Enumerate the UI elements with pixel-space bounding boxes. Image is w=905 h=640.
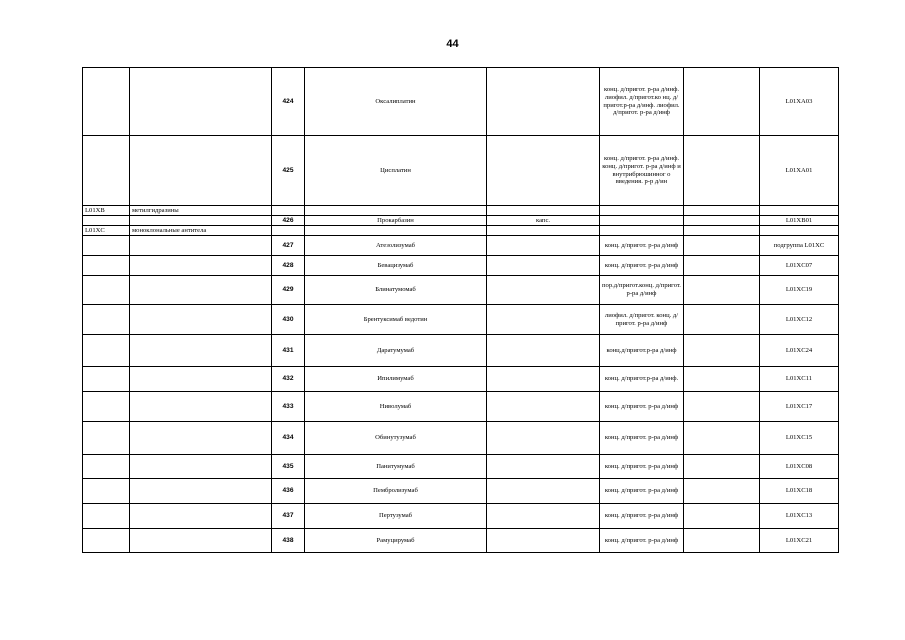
empty-cell (684, 504, 760, 529)
drug-name: Рамуцирумаб (305, 529, 487, 553)
drug-name: Ипилимумаб (305, 367, 487, 392)
empty-cell (684, 529, 760, 553)
drug-name: Брентуксимаб ведотин (305, 305, 487, 335)
row-number: 435 (272, 455, 305, 479)
atc-code: L01XA03 (760, 68, 839, 136)
table-row (83, 136, 839, 206)
atc-code: L01XC24 (760, 335, 839, 367)
drug-name: Атезолизумаб (305, 236, 487, 256)
drug-name: Прокарбазин (305, 216, 487, 226)
atc-code: L01XC17 (760, 392, 839, 422)
page-number: 44 (446, 38, 459, 50)
extra-form (487, 236, 600, 256)
dosage-form: пор.д/пригот.конц. д/пригот. р-ра д/инф (600, 276, 684, 305)
group-code-cell (83, 392, 130, 422)
group-code-cell (83, 479, 130, 504)
extra-form (487, 335, 600, 367)
drug-name: Оксалиплатин (305, 68, 487, 136)
group-desc-cell (130, 392, 272, 422)
group-desc-cell (130, 529, 272, 553)
group-code-cell (83, 68, 130, 136)
dosage-form: конц. д/пригот.р-ра д/инф. (600, 367, 684, 392)
table-row (83, 367, 839, 392)
drug-name: Пембролизумаб (305, 479, 487, 504)
row-number: 426 (272, 216, 305, 226)
row-number: 429 (272, 276, 305, 305)
empty-cell (684, 236, 760, 256)
table-row (83, 479, 839, 504)
row-number: 428 (272, 256, 305, 276)
empty-cell (684, 226, 760, 236)
empty-cell (684, 68, 760, 136)
empty-cell (684, 256, 760, 276)
dosage-form: конц. д/пригот. р-ра д/инф (600, 236, 684, 256)
empty-cell (684, 367, 760, 392)
extra-form: капс. (487, 216, 600, 226)
dosage-form: конц.д/пригот.р-ра д/инф (600, 335, 684, 367)
group-code-cell (83, 455, 130, 479)
atc-code: L01XC21 (760, 529, 839, 553)
group-code: L01XC (83, 226, 130, 236)
group-code-cell (83, 335, 130, 367)
row-number: 433 (272, 392, 305, 422)
group-desc-cell (130, 455, 272, 479)
drug-name: Блинатумомаб (305, 276, 487, 305)
group-desc-cell (130, 236, 272, 256)
dosage-form: конц. д/пригот. р-ра д/инф (600, 479, 684, 504)
group-desc-cell (130, 479, 272, 504)
empty-cell (760, 206, 839, 216)
table-row (83, 455, 839, 479)
extra-form (487, 305, 600, 335)
dosage-form: конц. д/пригот. р-ра д/инф (600, 256, 684, 276)
group-desc-cell (130, 256, 272, 276)
empty-cell (684, 305, 760, 335)
extra-form (487, 276, 600, 305)
atc-code: L01XC13 (760, 504, 839, 529)
dosage-form: конц. д/пригот. р-ра д/инф. конц. д/пригот. р-ра д/инф и внутрибрюшинног о введения. р-р д/ин (600, 136, 684, 206)
dosage-form: конц. д/пригот. р-ра д/инф. лиофил. д/пригот.ко нц. д/пригот.р-ра д/инф. лиофил. д/пригот. р-ра д/инф (600, 68, 684, 136)
group-desc-cell (130, 422, 272, 455)
atc-code: L01XC18 (760, 479, 839, 504)
dosage-form (600, 216, 684, 226)
group-desc-cell (130, 305, 272, 335)
row-number: 425 (272, 136, 305, 206)
empty-cell (684, 206, 760, 216)
group-desc-cell (130, 504, 272, 529)
row-number: 431 (272, 335, 305, 367)
drug-name: Обинутузумаб (305, 422, 487, 455)
table-row (83, 305, 839, 335)
atc-code: L01XB01 (760, 216, 839, 226)
group-code: L01XB (83, 206, 130, 216)
drug-name: Ниволумаб (305, 392, 487, 422)
atc-code: L01XC08 (760, 455, 839, 479)
extra-form (487, 455, 600, 479)
group-code-cell (83, 367, 130, 392)
dosage-form: конц. д/пригот. р-ра д/инф (600, 422, 684, 455)
atc-code: L01XA01 (760, 136, 839, 206)
extra-form (487, 479, 600, 504)
table-row (83, 256, 839, 276)
extra-form (487, 504, 600, 529)
empty-cell (684, 422, 760, 455)
table-row (83, 68, 839, 136)
group-row (83, 206, 839, 216)
row-number: 430 (272, 305, 305, 335)
row-number: 432 (272, 367, 305, 392)
group-desc-cell (130, 68, 272, 136)
table-row (83, 504, 839, 529)
table-row (83, 236, 839, 256)
dosage-form: конц. д/пригот. р-ра д/инф (600, 455, 684, 479)
group-desc-cell (130, 335, 272, 367)
row-number: 436 (272, 479, 305, 504)
drug-name: Панитумумаб (305, 455, 487, 479)
empty-cell (272, 226, 305, 236)
empty-cell (684, 455, 760, 479)
row-number: 427 (272, 236, 305, 256)
atc-code: L01XC12 (760, 305, 839, 335)
empty-cell (600, 206, 684, 216)
extra-form (487, 256, 600, 276)
table-row (83, 335, 839, 367)
dosage-form: лиофил. д/пригот. конц. д/пригот. р-ра д/инф (600, 305, 684, 335)
group-desc-cell (130, 276, 272, 305)
atc-code: L01XC19 (760, 276, 839, 305)
group-description: моноклональные антитела (130, 226, 272, 236)
empty-cell (684, 479, 760, 504)
drug-name: Бевацизумаб (305, 256, 487, 276)
empty-cell (305, 206, 487, 216)
dosage-form: конц. д/пригот. р-ра д/инф (600, 504, 684, 529)
group-code-cell (83, 136, 130, 206)
table-row (83, 216, 839, 226)
group-code-cell (83, 529, 130, 553)
extra-form (487, 529, 600, 553)
group-code-cell (83, 276, 130, 305)
drug-table (82, 67, 839, 553)
extra-form (487, 136, 600, 206)
extra-form (487, 68, 600, 136)
table-row (83, 422, 839, 455)
row-number: 434 (272, 422, 305, 455)
empty-cell (684, 136, 760, 206)
empty-cell (487, 206, 600, 216)
atc-code: L01XC15 (760, 422, 839, 455)
table-row (83, 276, 839, 305)
empty-cell (600, 226, 684, 236)
drug-name: Пертузумаб (305, 504, 487, 529)
group-description: метилгидразины (130, 206, 272, 216)
atc-code: L01XC11 (760, 367, 839, 392)
group-desc-cell (130, 216, 272, 226)
empty-cell (684, 216, 760, 226)
extra-form (487, 392, 600, 422)
row-number: 438 (272, 529, 305, 553)
table-row (83, 529, 839, 553)
empty-cell (684, 276, 760, 305)
atc-code: подгруппа L01XC (760, 236, 839, 256)
empty-cell (760, 226, 839, 236)
table-row (83, 392, 839, 422)
group-code-cell (83, 216, 130, 226)
empty-cell (487, 226, 600, 236)
group-desc-cell (130, 367, 272, 392)
group-desc-cell (130, 136, 272, 206)
group-row (83, 226, 839, 236)
group-code-cell (83, 422, 130, 455)
group-code-cell (83, 236, 130, 256)
atc-code: L01XC07 (760, 256, 839, 276)
extra-form (487, 367, 600, 392)
drug-table-body (83, 68, 839, 553)
group-code-cell (83, 504, 130, 529)
empty-cell (684, 335, 760, 367)
group-code-cell (83, 305, 130, 335)
drug-name: Цисплатин (305, 136, 487, 206)
dosage-form: конц. д/пригот. р-ра д/инф (600, 529, 684, 553)
empty-cell (272, 206, 305, 216)
drug-name: Даратумумаб (305, 335, 487, 367)
dosage-form: конц. д/пригот. р-ра д/инф (600, 392, 684, 422)
group-code-cell (83, 256, 130, 276)
empty-cell (305, 226, 487, 236)
extra-form (487, 422, 600, 455)
row-number: 424 (272, 68, 305, 136)
row-number: 437 (272, 504, 305, 529)
empty-cell (684, 392, 760, 422)
